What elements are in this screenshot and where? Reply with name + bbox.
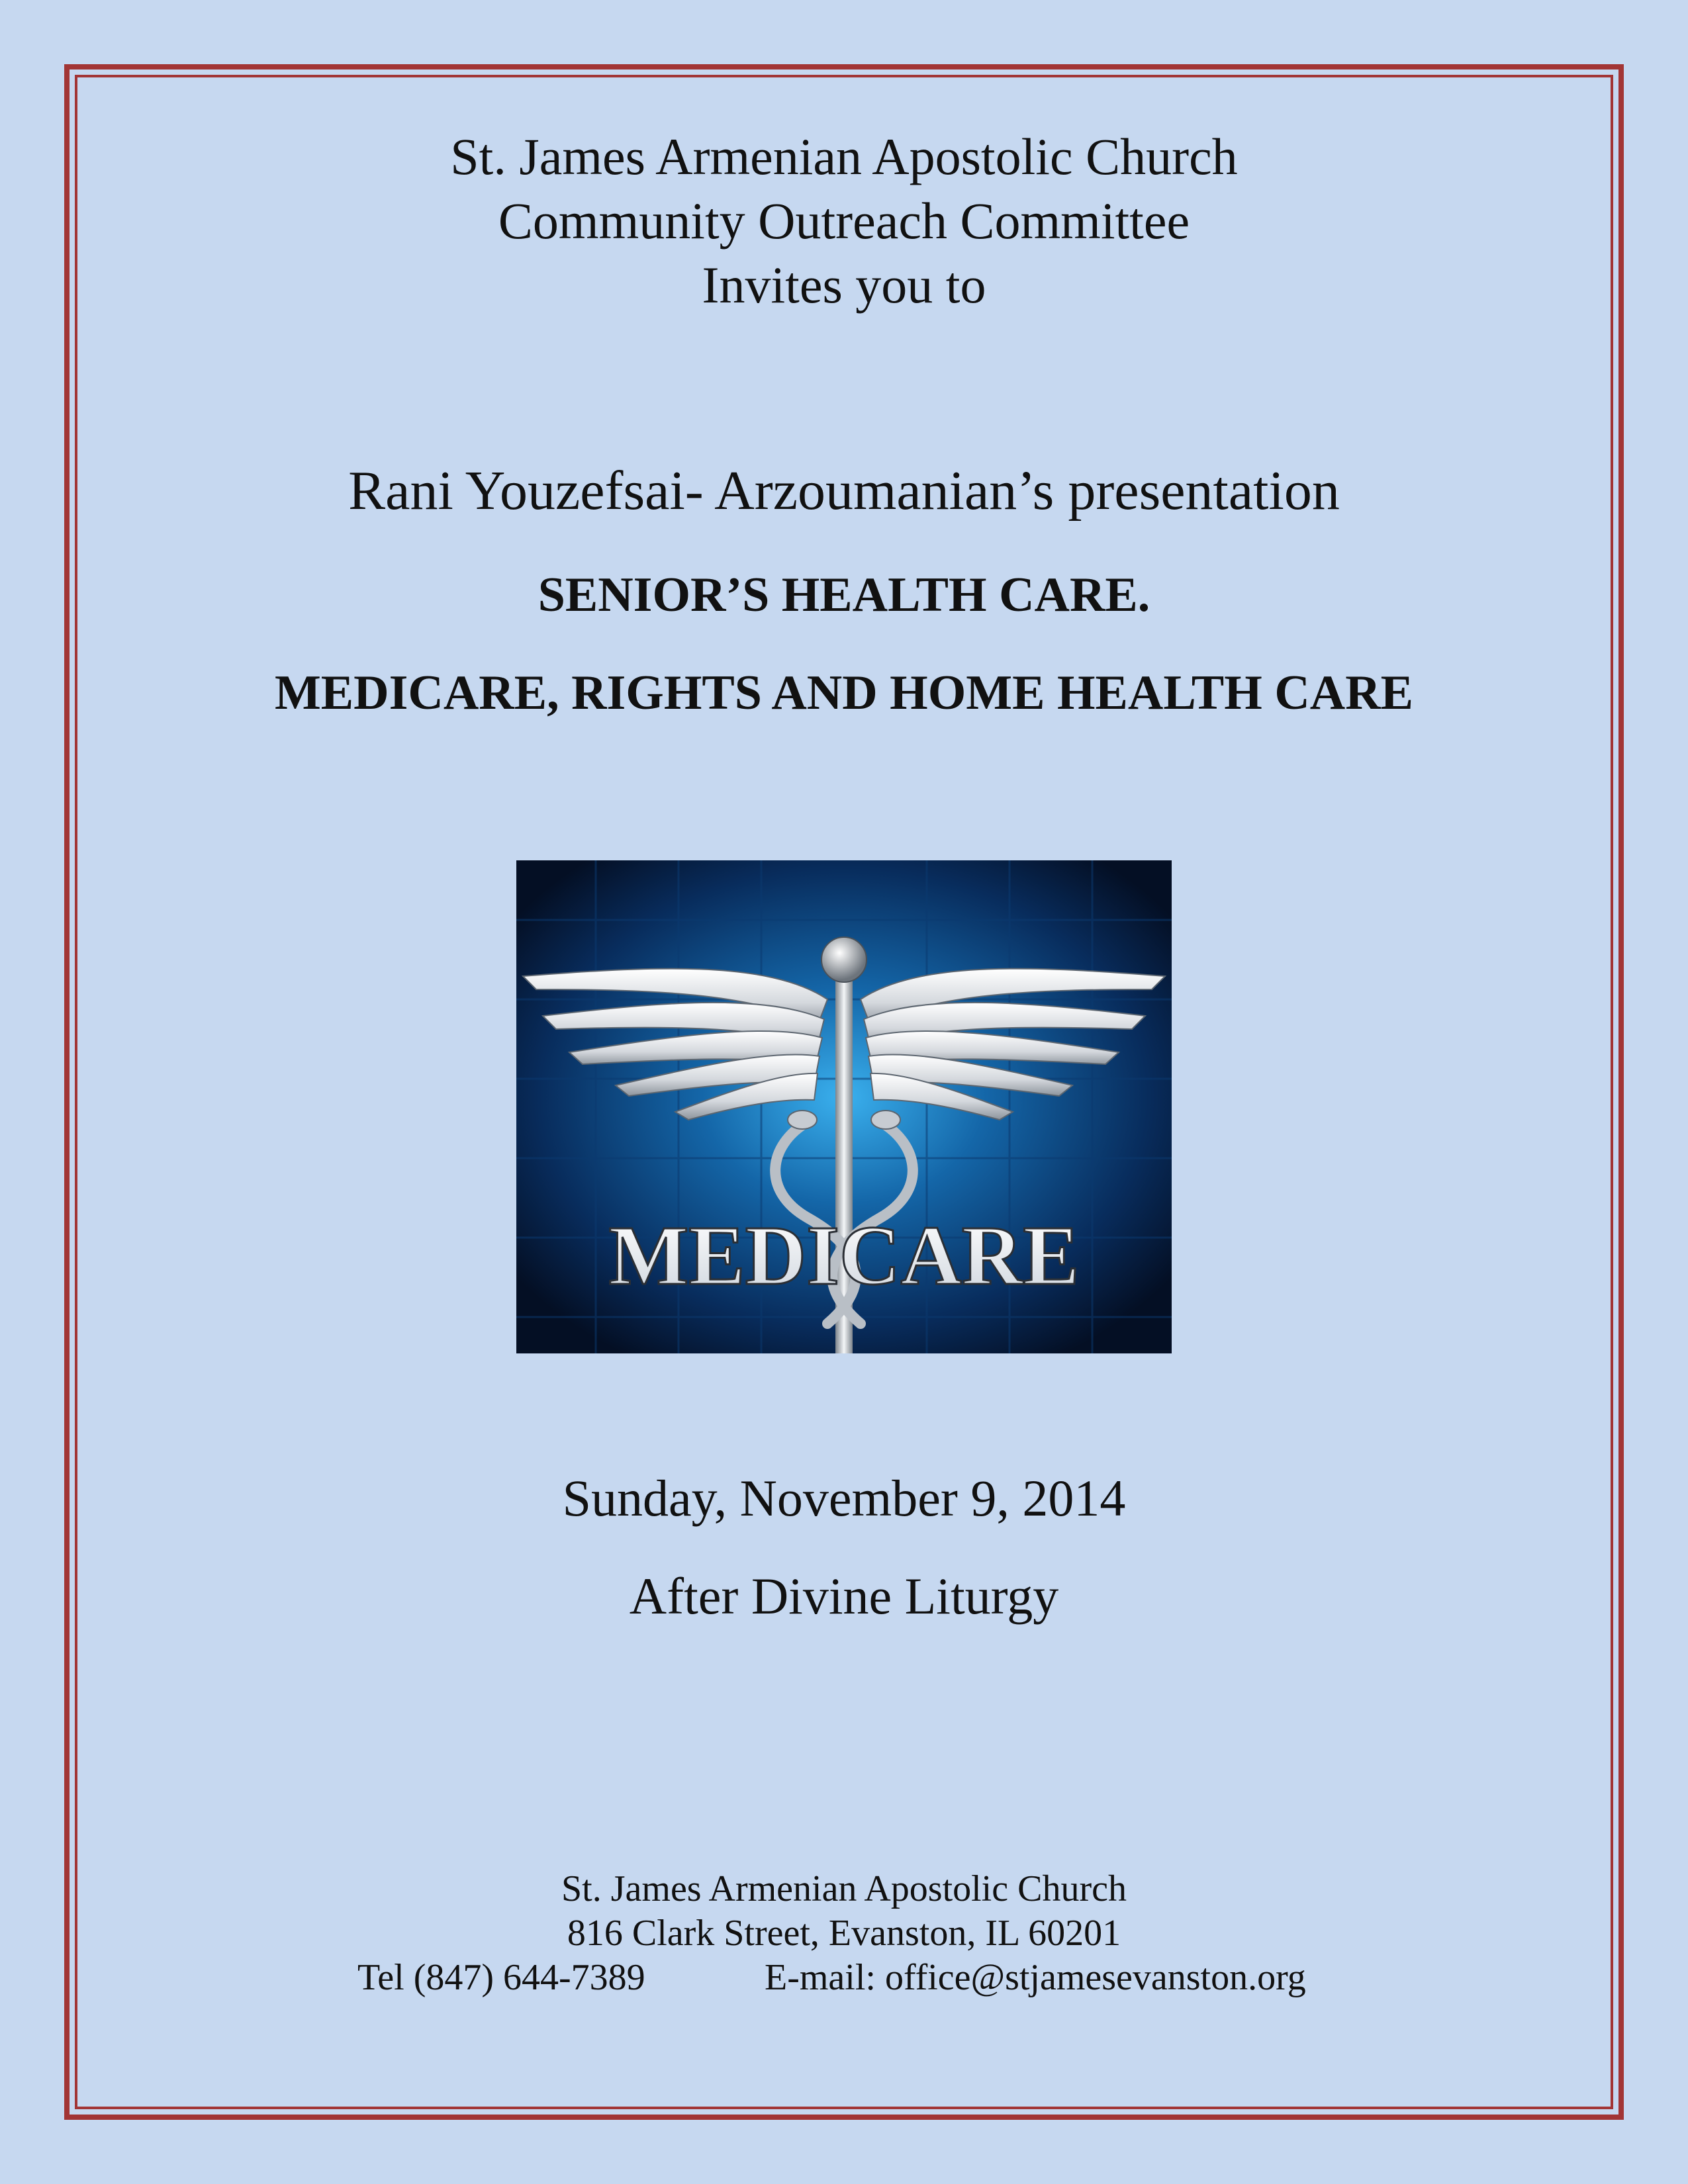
medicare-logo-text: MEDICARE bbox=[608, 1208, 1080, 1302]
title-medicare-rights: MEDICARE, RIGHTS AND HOME HEALTH CARE bbox=[274, 666, 1414, 720]
header-church-name: St. James Armenian Apostolic Church bbox=[450, 128, 1238, 185]
presenter-line: Rani Youzefsai- Arzoumanian’s presentation bbox=[348, 460, 1340, 522]
footer-phone: Tel (847) 644-7389 bbox=[357, 1957, 645, 1998]
medicare-logo bbox=[516, 860, 1172, 1353]
rod-ball-icon bbox=[821, 937, 867, 982]
header-committee: Community Outreach Committee bbox=[498, 192, 1190, 250]
header-invites: Invites you to bbox=[702, 256, 986, 314]
footer-email: E-mail: office@stjamesevanston.org bbox=[765, 1957, 1306, 1998]
footer-church-name: St. James Armenian Apostolic Church bbox=[561, 1868, 1127, 1909]
event-date: Sunday, November 9, 2014 bbox=[562, 1469, 1126, 1527]
event-time: After Divine Liturgy bbox=[629, 1567, 1059, 1625]
footer-address: 816 Clark Street, Evanston, IL 60201 bbox=[567, 1913, 1121, 1954]
title-seniors-health-care: SENIOR’S HEALTH CARE. bbox=[538, 568, 1150, 622]
